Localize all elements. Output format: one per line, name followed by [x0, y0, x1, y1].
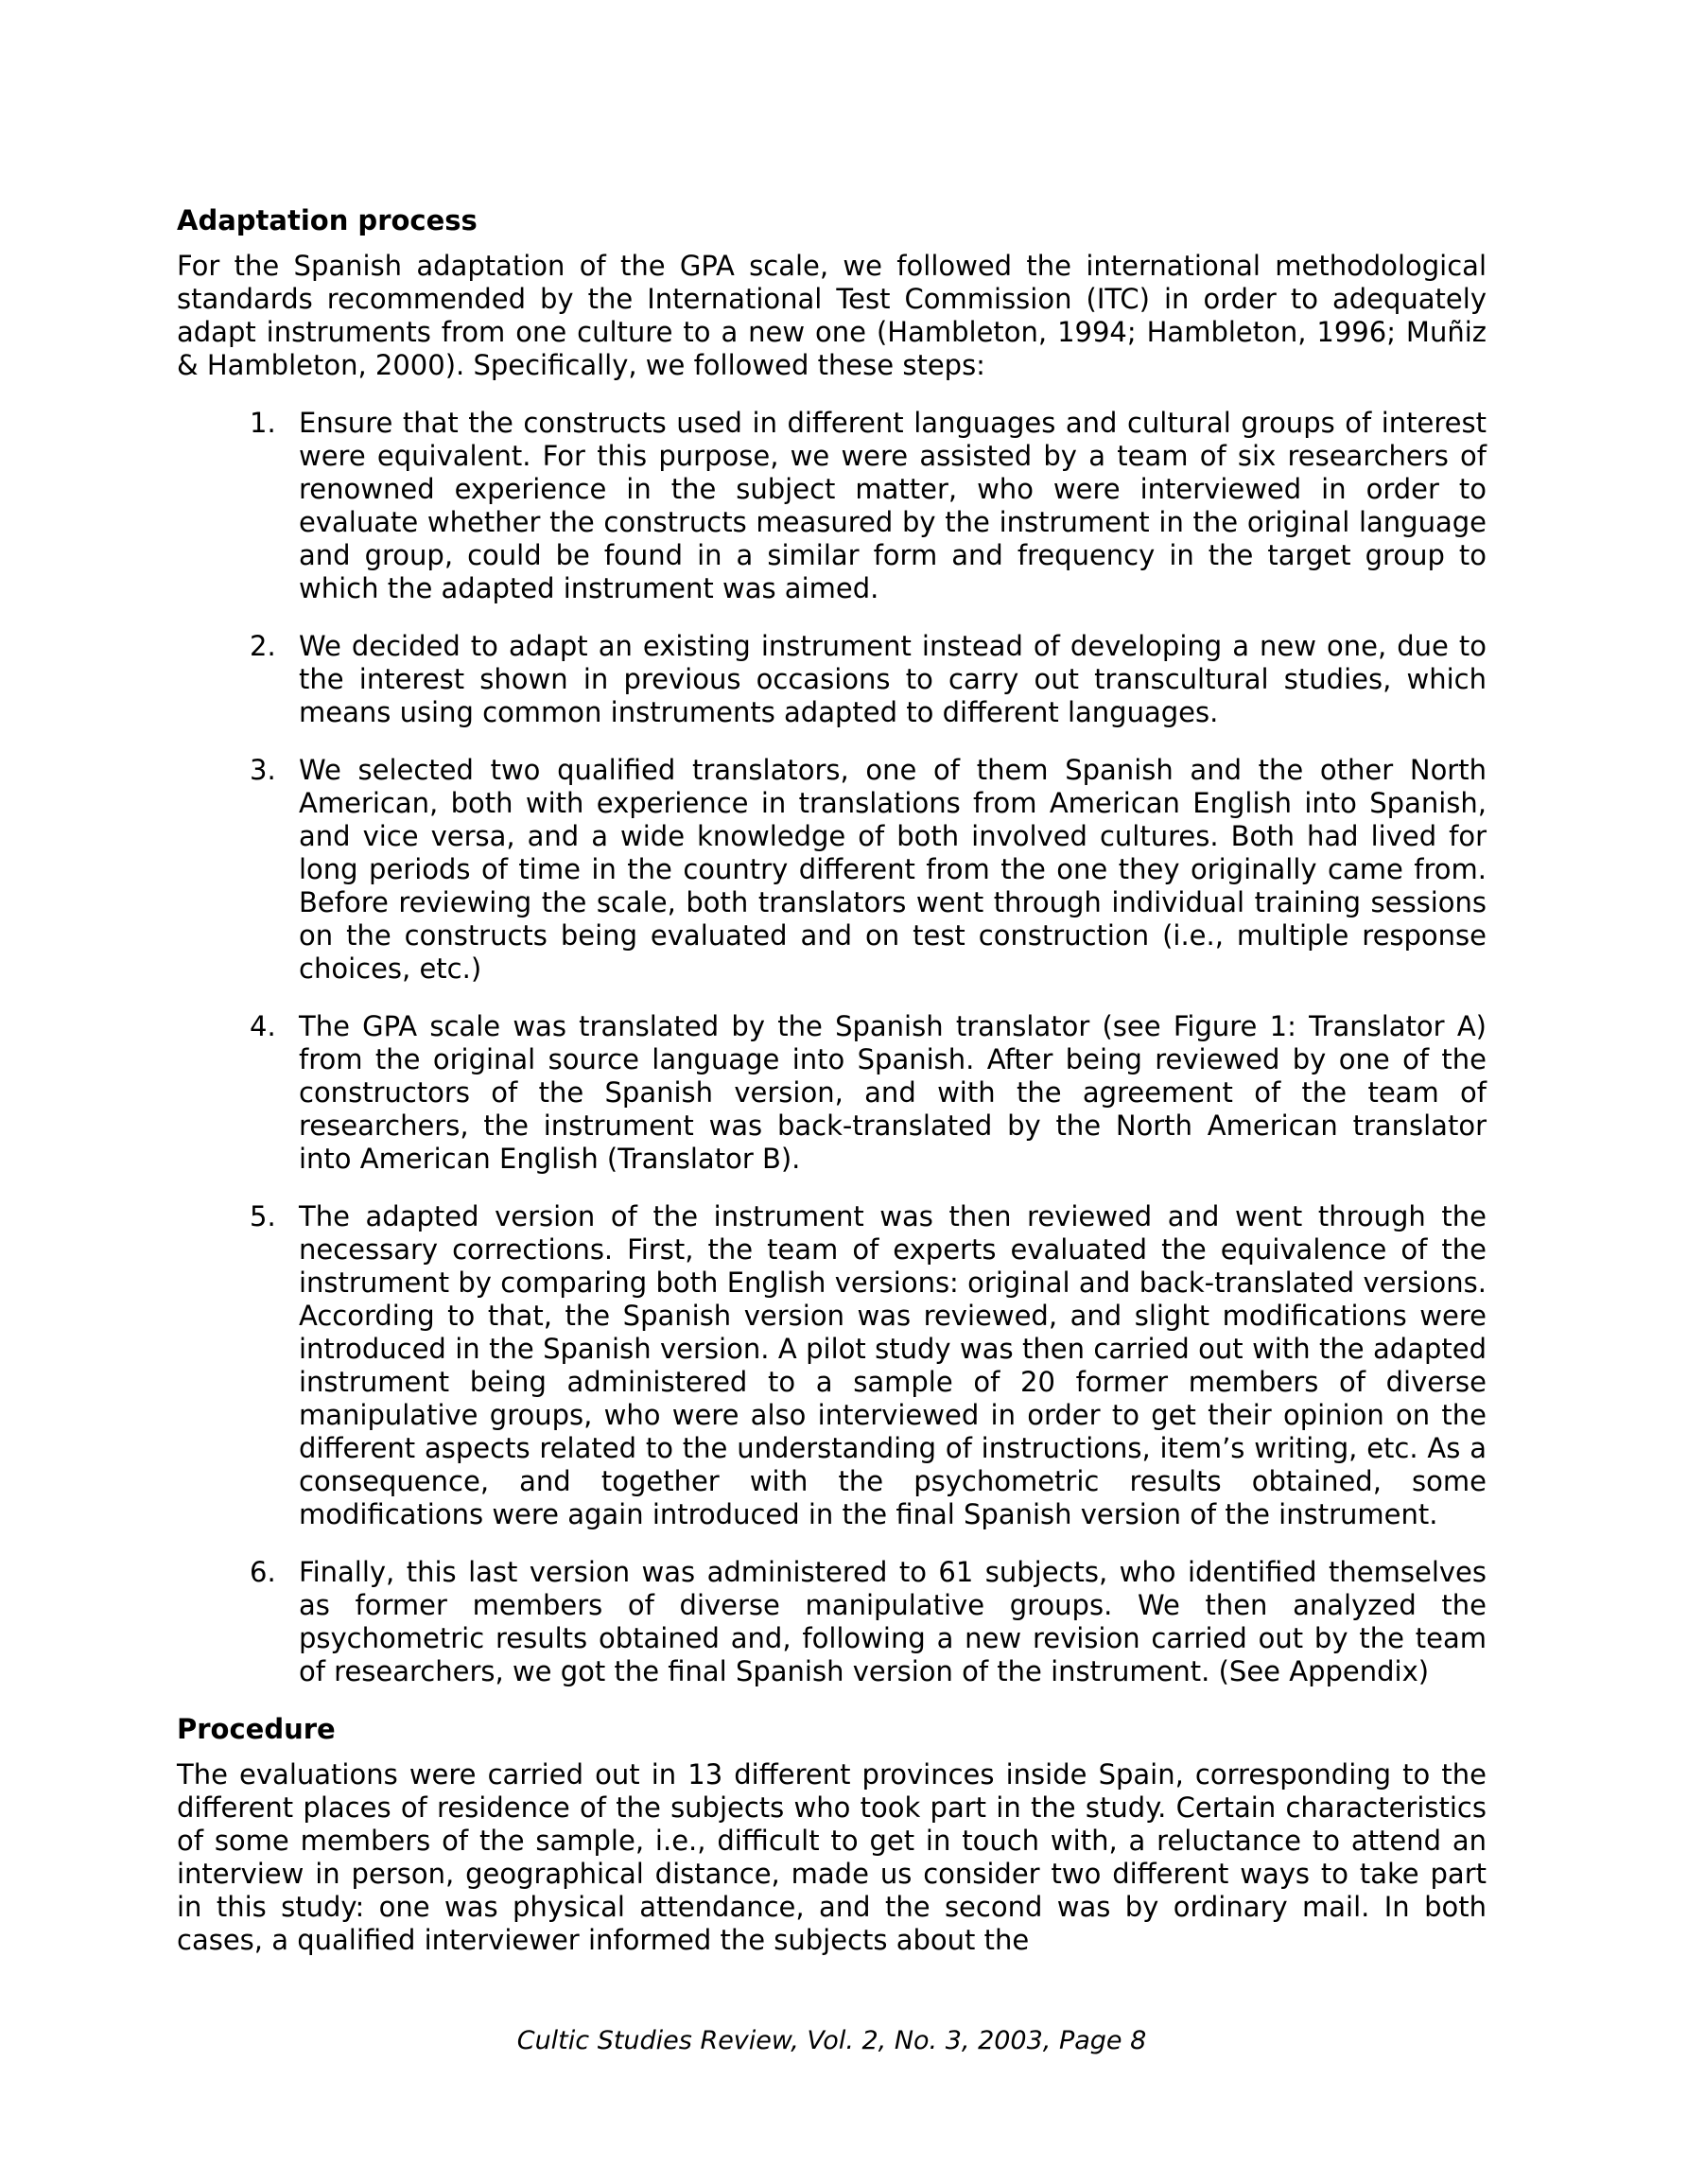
list-item-5 [177, 1200, 1487, 1531]
list-item-1-text: Ensure that the constructs used in different languages and cultural groups of interest were equivalent. For this purpose, we were assisted by a team of six researchers of renowned experience in the subject matter, who were interviewed in order to evaluate whether the constructs measured by the instrument in the original language and group, could be found in a similar form and frequency in the target group to which the adapted instrument was aimed. [299, 407, 1487, 604]
list-item-2 [177, 630, 1487, 729]
section-heading-procedure: Procedure [177, 1713, 336, 1745]
steps-list [177, 407, 1487, 1688]
list-item-1 [177, 407, 1487, 605]
list-item-4 [177, 1010, 1487, 1176]
list-item-3 [177, 754, 1487, 986]
list-item-2-text: We decided to adapt an existing instrument instead of developing a new one, due to the interest shown in previous occasions to carry out transcultural studies, which means using common instruments adapted to different languages. [299, 630, 1487, 728]
list-item-4-number: 4. [250, 1010, 276, 1042]
list-item-5-text: The adapted version of the instrument was then reviewed and went through the necessary corrections. First, the team of experts evaluated the equivalence of the instrument by comparing both English versions: original and back-translated versions. According to that, the Spanish version was reviewed, and slight modifications were introduced in the Spanish version. A pilot study was then carried out with the adapted instrument being administered to a sample of 20 former members of diverse manipulative groups, who were also interviewed in order to get their opinion on the different aspects related to the understanding of instructions, item’s writing, etc. As a consequence, and together with the psychometric results obtained, some modifications were again introduced in the final Spanish version of the instrument. [299, 1200, 1487, 1530]
list-item-5-number: 5. [250, 1200, 276, 1232]
list-item-2-number: 2. [250, 630, 276, 662]
list-item-3-text: We selected two qualified translators, one of them Spanish and the other North American, both with experience in translations from American English into Spanish, and vice versa, and a wide knowledge of both involved cultures. Both had lived for long periods of time in the country different from the one they originally came from. Before reviewing the scale, both translators went through individual training sessions on the constructs being evaluated and on test construction (i.e., multiple response choices, etc.) [299, 754, 1487, 985]
paragraph-intro: For the Spanish adaptation of the GPA scale, we followed the international methodological standards recommended by the International Test Commission (ITC) in order to adequately adapt instruments from one culture to a new one (Hambleton, 1994; Hambleton, 1996; Muñiz & Hambleton, 2000). Specifically, we followed these steps: [177, 250, 1487, 381]
list-item-1-number: 1. [250, 407, 276, 439]
list-item-6-number: 6. [250, 1556, 276, 1588]
list-item-6 [177, 1556, 1487, 1688]
page-footer: Cultic Studies Review, Vol. 2, No. 3, 2003, Page 8 [516, 2026, 1147, 2055]
paragraph-procedure: The evaluations were carried out in 13 different provinces inside Spain, corresponding to the different places of residence of the subjects who took part in the study. Certain characteristics of some members of the sample, i.e., difficult to get in touch with, a reluctance to attend an interview in person, geographical distance, made us consider two different ways to take part in this study: one was physical attendance, and the second was by ordinary mail. In both cases, a qualified interviewer informed the subjects about the [177, 1758, 1487, 1956]
document-body [177, 204, 1487, 1982]
list-item-6-text: Finally, this last version was administered to 61 subjects, who identified themselves as former members of diverse manipulative groups. We then analyzed the psychometric results obtained and, following a new revision carried out by the team of researchers, we got the final Spanish version of the instrument. (See Appendix) [299, 1556, 1487, 1687]
list-item-3-number: 3. [250, 754, 276, 786]
list-item-4-text: The GPA scale was translated by the Spanish translator (see Figure 1: Translator A) from the original source language into Spanish. After being reviewed by one of the constructors of the Spanish version, and with the agreement of the team of researchers, the instrument was back-translated by the North American translator into American English (Translator B). [299, 1010, 1487, 1175]
section-heading-adaptation-process: Adaptation process [177, 204, 478, 236]
